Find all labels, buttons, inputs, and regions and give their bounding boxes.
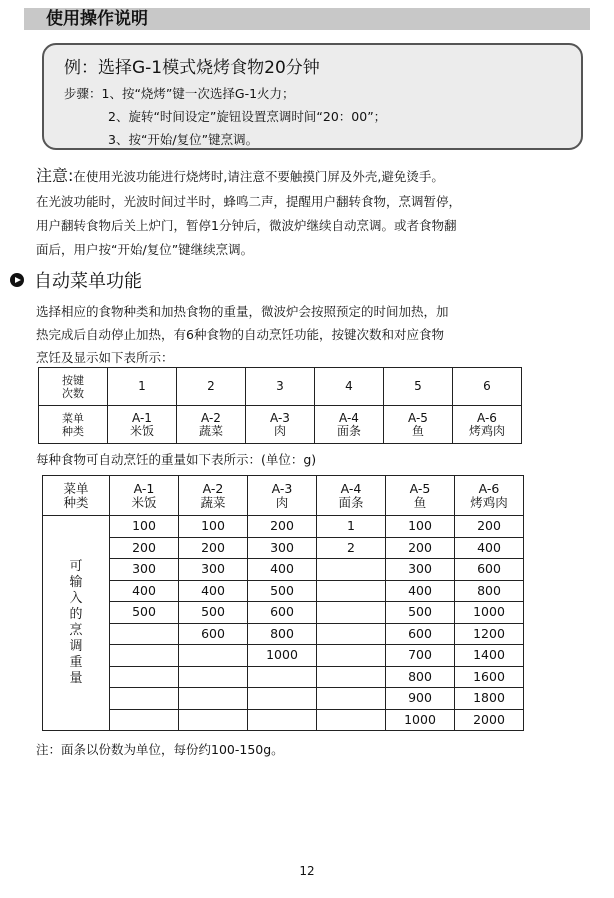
table-cell: 800 <box>386 666 455 688</box>
paragraph-line: 热完成后自动停止加热，有6种食物的自动烹饪功能，按键次数和对应食物 <box>36 327 444 342</box>
table-cell <box>317 709 386 731</box>
table-cell <box>248 688 317 710</box>
section-paragraph <box>36 300 596 369</box>
key-press-table <box>38 367 522 444</box>
table-header-cell: A-3 肉 <box>248 476 317 516</box>
table-cell: 400 <box>386 580 455 602</box>
table-cell: 5 <box>384 368 453 406</box>
table-cell <box>317 580 386 602</box>
table-cell: 200 <box>386 537 455 559</box>
table-row <box>43 666 524 688</box>
weight-table-caption: 每种食物可自动烹饪的重量如下表所示：(单位：g) <box>36 452 317 467</box>
table-cell: 600 <box>248 602 317 624</box>
table-cell: 300 <box>179 559 248 581</box>
table-cell: 6 <box>453 368 522 406</box>
footnote: 注：面条以份数为单位，每份约100-150g。 <box>36 742 284 757</box>
table-cell: 2000 <box>455 709 524 731</box>
table-cell <box>179 666 248 688</box>
table-cell: 1200 <box>455 623 524 645</box>
table-cell <box>317 645 386 667</box>
table-cell: 200 <box>110 537 179 559</box>
table-cell <box>110 645 179 667</box>
table-cell <box>317 688 386 710</box>
notice-label: 注意: <box>36 166 74 185</box>
table-cell: 500 <box>386 602 455 624</box>
table-header-cell: A-1 米饭 <box>110 476 179 516</box>
table-cell <box>110 623 179 645</box>
table-row <box>43 645 524 667</box>
table-cell: 400 <box>179 580 248 602</box>
table-cell: 1000 <box>248 645 317 667</box>
table-row <box>43 602 524 624</box>
table-cell: 600 <box>386 623 455 645</box>
table-cell: 800 <box>455 580 524 602</box>
table-row <box>43 580 524 602</box>
page-number: 12 <box>299 864 315 878</box>
example-title: 例：选择G-1模式烧烤食物20分钟 <box>64 58 320 78</box>
table-cell: 2 <box>317 537 386 559</box>
table-cell: 2 <box>177 368 246 406</box>
side-label-cell <box>43 516 110 731</box>
table-row <box>43 516 524 538</box>
example-step-3: 3、按“开始/复位”键烹调。 <box>108 132 259 147</box>
table-cell: 200 <box>179 537 248 559</box>
table-cell: 3 <box>246 368 315 406</box>
table-cell <box>179 688 248 710</box>
table-cell: 200 <box>248 516 317 538</box>
notice-first-line <box>36 164 596 189</box>
table-header-cell: A-5 鱼 <box>386 476 455 516</box>
table-cell: A-1 米饭 <box>108 406 177 444</box>
table-cell <box>317 559 386 581</box>
table-cell: 100 <box>386 516 455 538</box>
table-cell: A-5 鱼 <box>384 406 453 444</box>
table-header-cell: 菜单 种类 <box>39 406 108 444</box>
table-cell: A-6 烤鸡肉 <box>453 406 522 444</box>
paragraph-line: 烹饪及显示如下表所示： <box>36 350 174 365</box>
notice-line-2: 用户翻转食物后关上炉门，暂停1分钟后，微波炉继续自动烹调。或者食物翻 <box>36 218 457 233</box>
table-cell: A-3 肉 <box>246 406 315 444</box>
section-title: 自动菜单功能 <box>34 271 142 292</box>
weight-table <box>42 475 524 731</box>
table-cell: 900 <box>386 688 455 710</box>
table-cell <box>179 709 248 731</box>
table-cell: 300 <box>248 537 317 559</box>
table-cell: 4 <box>315 368 384 406</box>
table-cell: 300 <box>386 559 455 581</box>
table-cell <box>179 645 248 667</box>
table-row <box>43 688 524 710</box>
table-cell <box>110 709 179 731</box>
table-cell: 500 <box>110 602 179 624</box>
notice-line-3: 面后，用户按“开始/复位”键继续烹调。 <box>36 242 254 257</box>
table-cell: 400 <box>110 580 179 602</box>
table-row <box>43 559 524 581</box>
table-cell: 1400 <box>455 645 524 667</box>
table-row <box>43 623 524 645</box>
page-title: 使用操作说明 <box>46 9 148 29</box>
table-header-cell: A-6 烤鸡肉 <box>455 476 524 516</box>
table-cell <box>248 709 317 731</box>
table-cell <box>248 666 317 688</box>
table-row <box>43 537 524 559</box>
table-cell <box>110 666 179 688</box>
table-cell: 400 <box>248 559 317 581</box>
table-cell: 700 <box>386 645 455 667</box>
table-row <box>39 368 522 406</box>
table-cell: 800 <box>248 623 317 645</box>
example-step-2: 2、旋转“时间设定”旋钮设置烹调时间“20：00”； <box>108 109 387 124</box>
table-header-cell: A-4 面条 <box>317 476 386 516</box>
table-cell <box>317 602 386 624</box>
table-header-cell: 按键 次数 <box>39 368 108 406</box>
table-cell <box>110 688 179 710</box>
side-label: 可输入的烹调重量 <box>69 559 83 686</box>
table-cell <box>317 666 386 688</box>
table-cell: A-4 面条 <box>315 406 384 444</box>
table-cell: 100 <box>110 516 179 538</box>
table-cell: 600 <box>455 559 524 581</box>
table-cell: 100 <box>179 516 248 538</box>
table-cell: 1 <box>317 516 386 538</box>
table-header-cell: A-2 蔬菜 <box>179 476 248 516</box>
table-row <box>43 709 524 731</box>
table-cell: 1 <box>108 368 177 406</box>
table-cell: 600 <box>179 623 248 645</box>
table-cell <box>317 623 386 645</box>
paragraph-line: 选择相应的食物种类和加热食物的重量，微波炉会按照预定的时间加热，加 <box>36 304 449 319</box>
table-cell: 500 <box>179 602 248 624</box>
table-cell: 1000 <box>386 709 455 731</box>
table-row <box>43 476 524 516</box>
table-cell: 1600 <box>455 666 524 688</box>
table-cell: 1000 <box>455 602 524 624</box>
table-row <box>39 406 522 444</box>
play-bullet-icon <box>10 273 24 287</box>
table-cell: 1800 <box>455 688 524 710</box>
notice-text: 在使用光波功能进行烧烤时,请注意不要触摸门屏及外壳,避免烫手。 <box>73 169 444 184</box>
table-cell: 300 <box>110 559 179 581</box>
table-cell: 200 <box>455 516 524 538</box>
table-header-cell: 菜单 种类 <box>43 476 110 516</box>
example-step-1: 步骤：1、按“烧烤”键一次选择G-1火力； <box>64 86 295 101</box>
table-cell: A-2 蔬菜 <box>177 406 246 444</box>
table-cell: 500 <box>248 580 317 602</box>
table-cell: 400 <box>455 537 524 559</box>
notice-line-1: 在光波功能时，光波时间过半时，蜂鸣二声，提醒用户翻转食物，烹调暂停， <box>36 194 462 209</box>
